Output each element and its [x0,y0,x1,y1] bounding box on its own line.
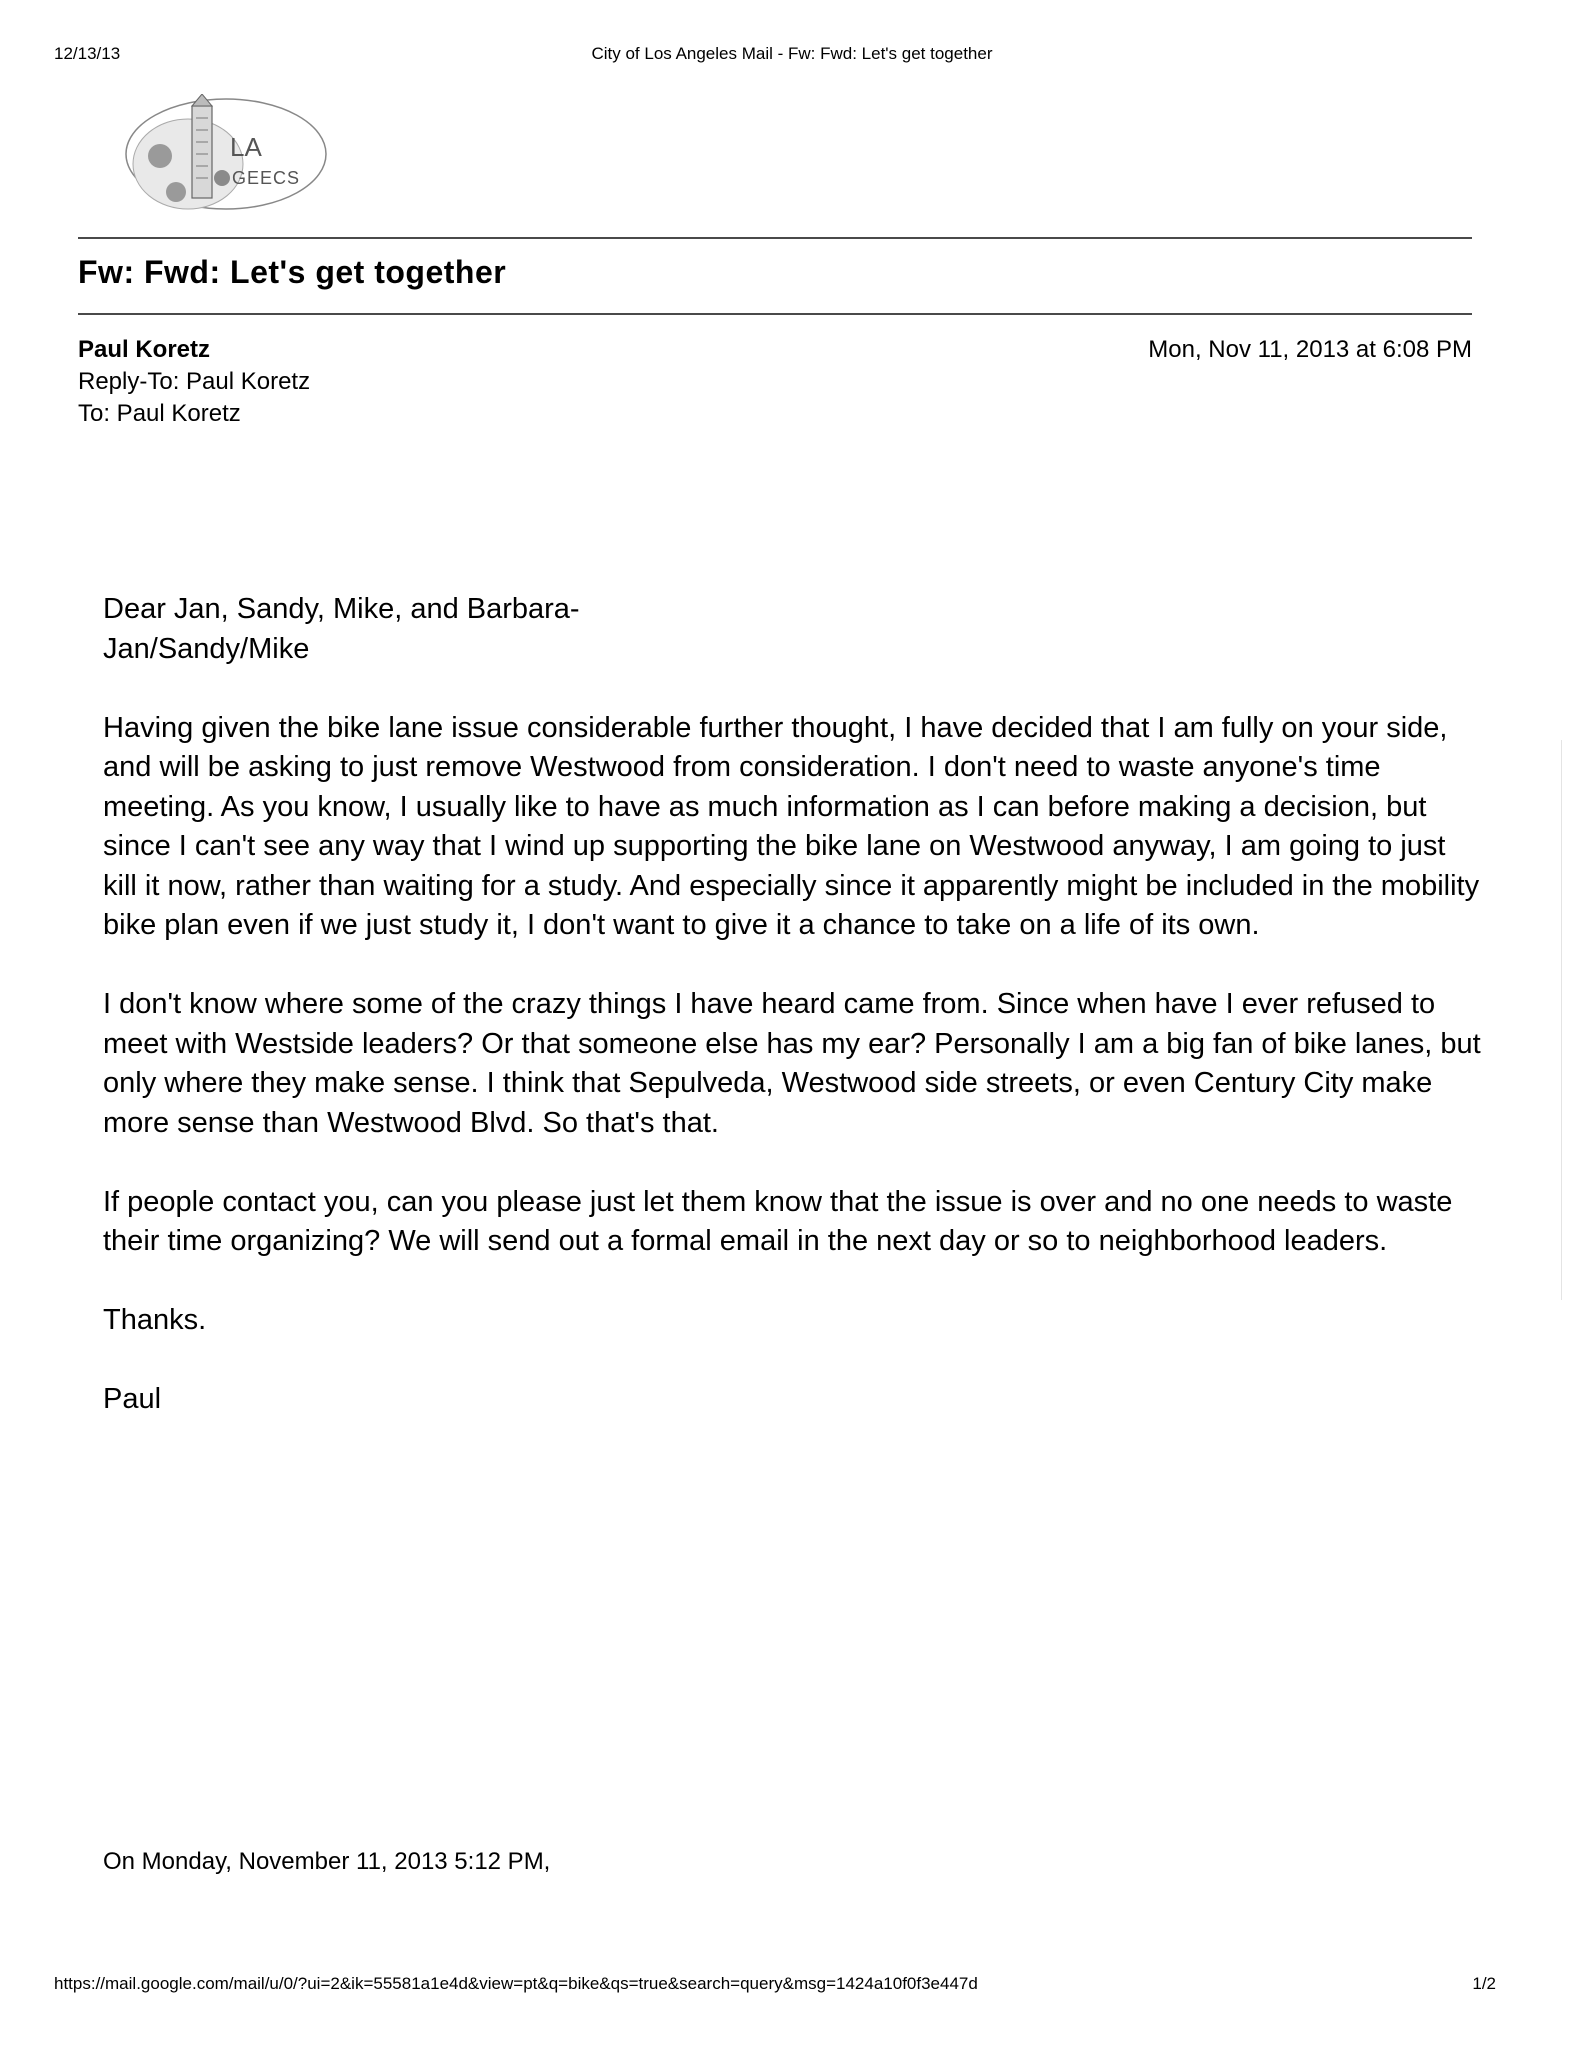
page-number: 1/2 [1472,1974,1496,1993]
la-geecs-logo-icon [118,94,333,219]
print-date: 12/13/13 [54,44,121,63]
reply-to: Reply-To: Paul Koretz [78,368,311,395]
email-body [103,590,1483,1459]
quoted-message-header: On Monday, November 11, 2013 5:12 PM, [103,1848,551,1875]
email-meta [78,334,310,430]
footer-url: https://mail.google.com/mail/u/0/?ui=2&ik=55581a1e4d&view=pt&q=bike&qs=true&search=query&msg=1424a10f0f3e447d [54,1974,978,1993]
scan-margin-artifact [1561,740,1584,1300]
print-page-title: City of Los Angeles Mail - Fw: Fwd: Let's get together [591,44,993,63]
header-divider-top [78,237,1472,239]
sent-date: Mon, Nov 11, 2013 at 6:08 PM [1148,336,1472,363]
body-paragraph: If people contact you, can you please just let them know that the issue is over and no one needs to waste their time organizing? We will send out a formal email in the next day or so to neighborhood leaders. [103,1185,1453,1257]
greeting-line: Dear Jan, Sandy, Mike, and Barbara- [103,593,580,625]
print-header [0,44,1584,70]
header-divider-bottom [78,313,1472,315]
email-subject: Fw: Fwd: Let's get together [78,254,507,290]
signature: Paul [103,1383,162,1415]
sender-name: Paul Koretz [78,336,211,363]
sign-off: Thanks. [103,1304,207,1336]
logo-line2: GEECS [232,168,301,188]
recipient: To: Paul Koretz [78,400,241,427]
logo-line1: LA [230,132,262,162]
greeting-line: Jan/Sandy/Mike [103,632,310,665]
body-paragraph: I don't know where some of the crazy things I have heard came from. Since when have I ever refused to meet with Westside leaders? Or that someone else has my ear? Personally I am a big fan of bike lanes, but only where they make sense. I think that Sepulveda, Westwood side streets, or even Century City make more sense than Westwood Blvd. So that's that. [103,988,1481,1139]
body-paragraph: Having given the bike lane issue considerable further thought, I have decided that I am fully on your side, and will be asking to just remove Westwood from consideration. I don't need to waste anyone's time meeting. As you know, I usually like to have as much information as I can before making a decision, but since I can't see any way that I wind up supporting the bike lane on Westwood anyway, I am going to just kill it now, rather than waiting for a study. And especially since it apparently might be included in the mobility bike plan even if we just study it, I don't want to give it a chance to take on a life of its own. [103,711,1480,941]
